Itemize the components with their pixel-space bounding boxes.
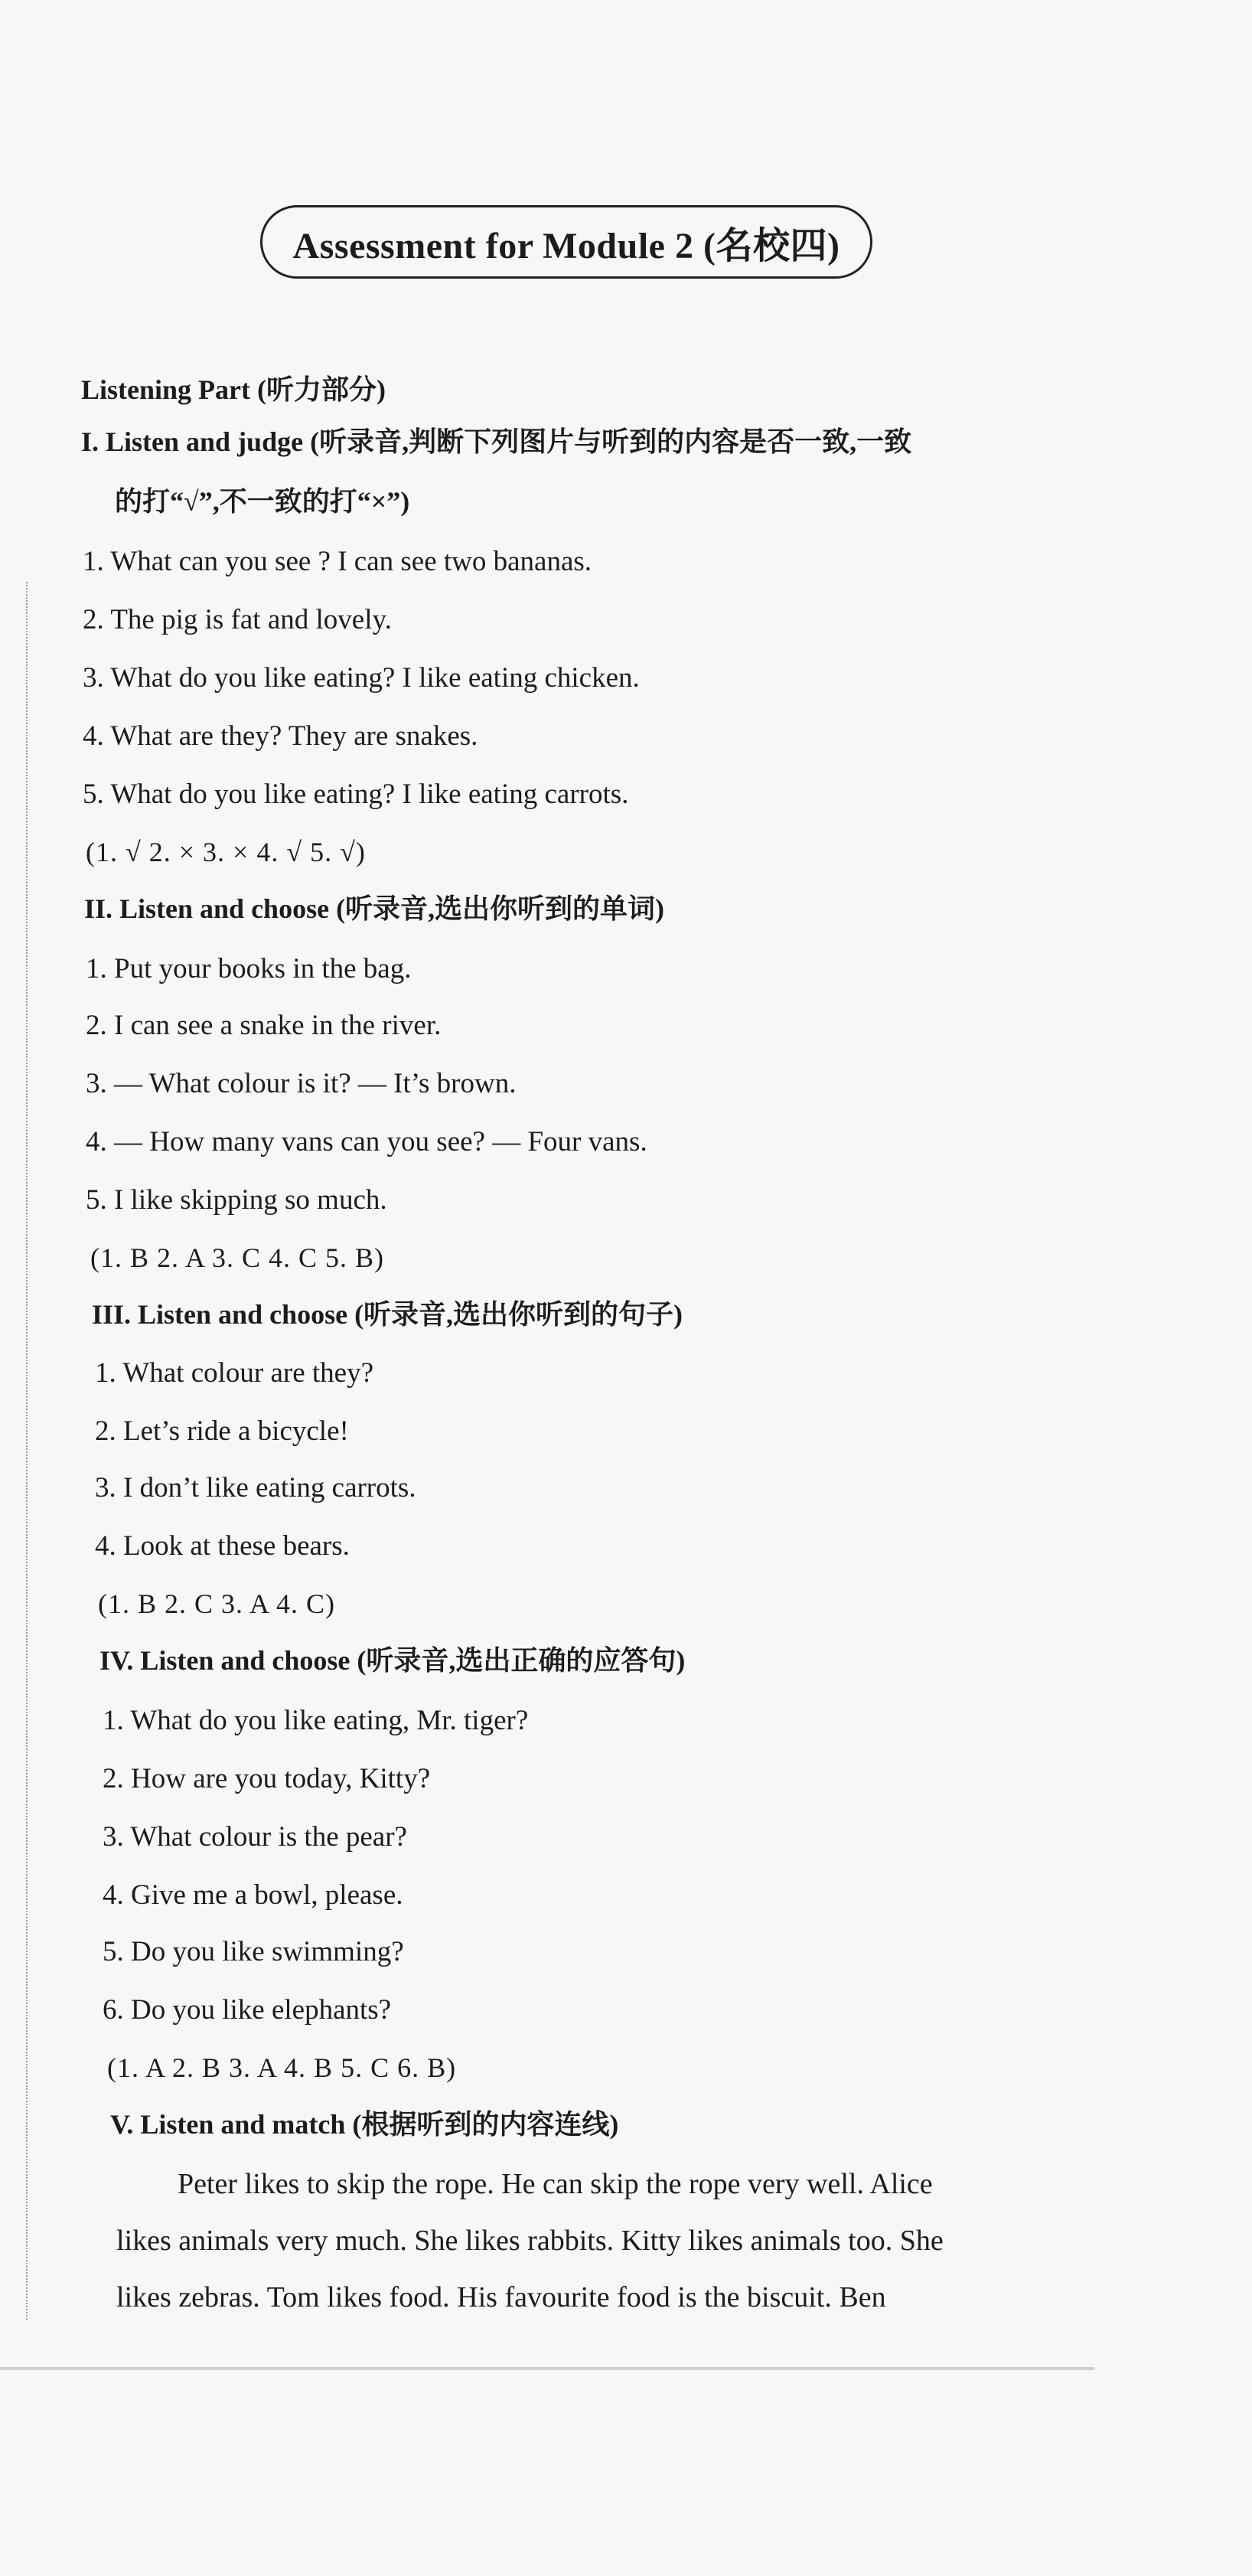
listening-passage: [116, 2156, 1097, 2326]
section-1-heading-cont: 的打“√”,不一致的打“×”): [115, 486, 410, 517]
binding-margin-line: [26, 582, 28, 2320]
list-item: 4. Look at these bears.: [95, 1530, 350, 1562]
page-title: Assessment for Module 2 (名校四): [260, 205, 872, 279]
list-item: 3. What colour is the pear?: [103, 1821, 407, 1853]
list-item: 4. What are they? They are snakes.: [83, 720, 478, 752]
passage-line: likes zebras. Tom likes food. His favourite food is the biscuit. Ben: [116, 2281, 886, 2313]
answer-key: (1. B 2. C 3. A 4. C): [98, 1588, 336, 1619]
answer-key: (1. B 2. A 3. C 4. C 5. B): [90, 1242, 385, 1273]
list-item: 5. I like skipping so much.: [86, 1184, 387, 1216]
section-5-heading: V. Listen and match (根据听到的内容连线): [110, 2109, 619, 2140]
section-4-heading: IV. Listen and choose (听录音,选出正确的应答句): [99, 1645, 686, 1676]
list-item: 2. Let’s ride a bicycle!: [95, 1415, 349, 1447]
list-item: 6. Do you like elephants?: [103, 1994, 392, 2026]
list-item: 5. Do you like swimming?: [103, 1936, 404, 1967]
listening-part-heading: Listening Part (听力部分): [81, 374, 386, 405]
page-bottom-divider: [0, 2367, 1094, 2370]
list-item: 3. — What colour is it? — It’s brown.: [86, 1068, 517, 1099]
list-item: 3. What do you like eating? I like eating chicken.: [83, 662, 640, 694]
section-3-heading: III. Listen and choose (听录音,选出你听到的句子): [92, 1299, 683, 1330]
list-item: 3. I don’t like eating carrots.: [95, 1472, 416, 1503]
passage-line: Peter likes to skip the rope. He can skip the rope very well. Alice: [178, 2168, 933, 2200]
answer-key: (1. A 2. B 3. A 4. B 5. C 6. B): [107, 2052, 457, 2083]
list-item: 1. What colour are they?: [95, 1357, 374, 1389]
list-item: 4. Give me a bowl, please.: [103, 1879, 403, 1911]
list-item: 2. How are you today, Kitty?: [103, 1763, 431, 1794]
list-item: 2. I can see a snake in the river.: [86, 1010, 442, 1041]
list-item: 1. What can you see ? I can see two bananas.: [83, 546, 592, 577]
list-item: 5. What do you like eating? I like eating carrots.: [83, 779, 629, 810]
answer-key: (1. √ 2. × 3. × 4. √ 5. √): [86, 837, 366, 867]
section-2-heading: II. Listen and choose (听录音,选出你听到的单词): [84, 893, 665, 924]
list-item: 2. The pig is fat and lovely.: [83, 604, 392, 635]
list-item: 4. — How many vans can you see? — Four vans.: [86, 1126, 647, 1157]
list-item: 1. Put your books in the bag.: [86, 953, 412, 984]
list-item: 1. What do you like eating, Mr. tiger?: [103, 1705, 529, 1736]
section-1-heading: I. Listen and judge (听录音,判断下列图片与听到的内容是否一致,一致: [81, 426, 912, 457]
passage-line: likes animals very much. She likes rabbits. Kitty likes animals too. She: [116, 2225, 944, 2257]
